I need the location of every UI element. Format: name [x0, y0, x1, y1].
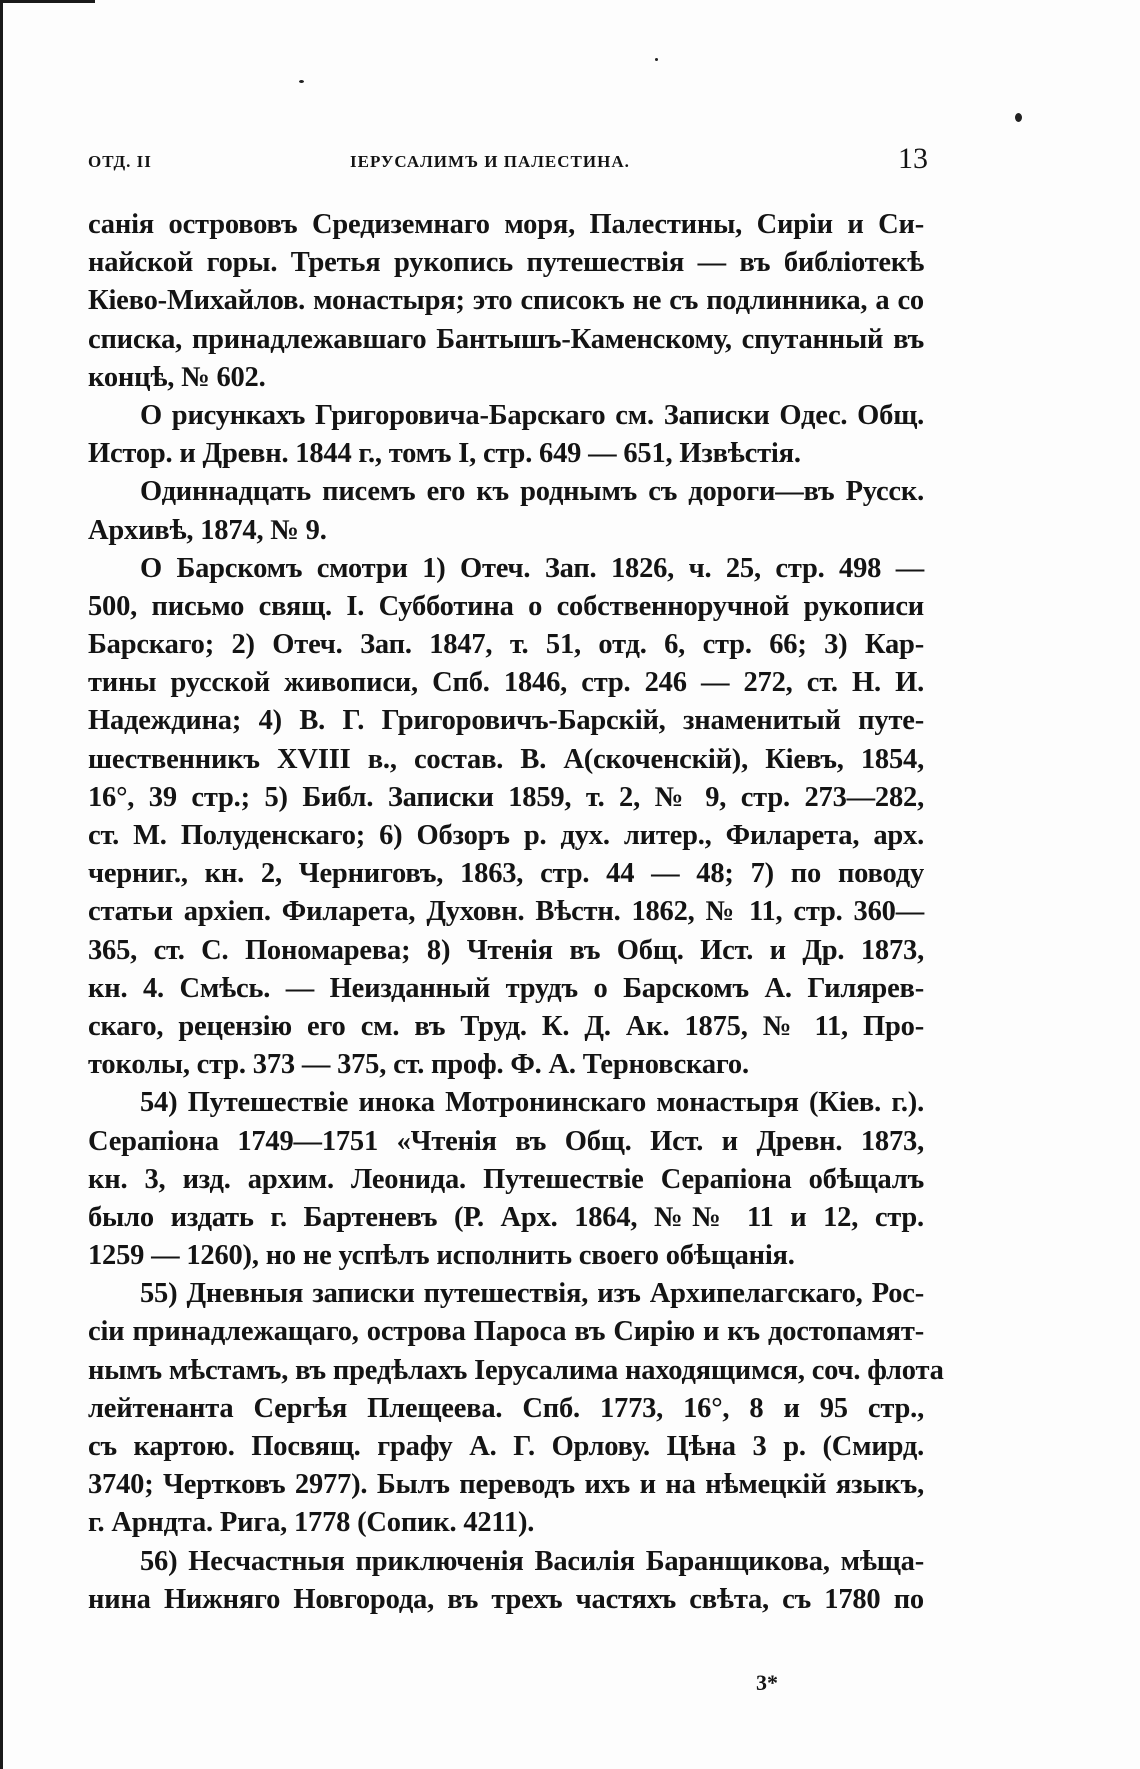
text-line: сіи принадлежащаго, острова Пароса въ Сирію и къ достопамят-	[88, 1316, 924, 1348]
text-line: токолы, стр. 373 — 375, ст. проф. Ф. А. Терновскаго.	[88, 1049, 749, 1081]
text-line: 3740; Чертковъ 2977). Былъ переводъ ихъ и на нѣмецкій языкъ,	[88, 1469, 924, 1501]
text-line: 500, письмо свящ. I. Субботина о собственноручной рукописи	[88, 590, 924, 622]
text-line: санія острововъ Средиземнаго моря, Палестины, Сиріи и Си-	[88, 209, 924, 240]
text-line: 365, ст. С. Пономарева; 8) Чтенія въ Общ. Ист. и Др. 1873,	[88, 934, 924, 966]
scan-edge-left	[0, 0, 3, 1769]
text-line: 56) Несчастныя приключенія Василія Баранщикова, мѣща-	[140, 1545, 924, 1577]
text-line: списка, принадлежавшаго Бантышъ-Каменскому, спутанный въ	[88, 323, 924, 355]
text-line: скаго, рецензію его см. въ Труд. К. Д. Ак. 1875, № 11, Про-	[88, 1010, 924, 1042]
text-line: кн. 4. Смѣсь. — Неизданный трудъ о Барскомъ А. Гилярев-	[88, 972, 924, 1004]
signature-mark: 3*	[756, 1670, 778, 1695]
text-line: кн. 3, изд. архим. Леонида. Путешествіе Серапіона обѣщалъ	[88, 1163, 924, 1195]
page-number: 13	[898, 142, 928, 175]
text-line: Барскаго; 2) Отеч. Зап. 1847, т. 51, отд. 6, стр. 66; 3) Кар-	[88, 629, 924, 661]
text-line: Архивѣ, 1874, № 9.	[88, 514, 327, 546]
text-line: 55) Дневныя записки путешествія, изъ Архипелагскаго, Рос-	[140, 1278, 924, 1310]
text-line: было издать г. Бартеневъ (Р. Арх. 1864, №№ 11 и 12, стр.	[88, 1201, 924, 1233]
text-line: концѣ, № 602.	[88, 361, 266, 393]
text-line: ст. М. Полуденскаго; 6) Обзоръ р. дух. литер., Филарета, арх.	[88, 820, 924, 851]
text-line: О Барскомъ смотри 1) Отеч. Зап. 1826, ч. 25, стр. 498 —	[140, 552, 924, 584]
section-label: ОТД. II	[88, 152, 152, 171]
text-line: Истор. и Древн. 1844 г., томъ I, стр. 649 — 651, Извѣстія.	[88, 438, 801, 470]
text-line: 16°, 39 стр.; 5) Библ. Записки 1859, т. 2, № 9, стр. 273—282,	[88, 781, 924, 813]
text-line: 1259 — 1260), но не успѣлъ исполнить своего обѣщанія.	[88, 1240, 795, 1272]
text-line: Кіево-Михайлов. монастыря; это списокъ не съ подлинника, а со	[88, 285, 924, 317]
text-line: черниг., кн. 2, Черниговъ, 1863, стр. 44 — 48; 7) по поводу	[88, 858, 924, 890]
text-line: О рисункахъ Григоровича-Барскаго см. Записки Одес. Общ.	[140, 399, 924, 431]
chapter-title: IЕРУСАЛИМЪ И ПАЛЕСТИНА.	[350, 152, 630, 171]
running-head	[88, 142, 928, 188]
text-line: лейтенанта Сергѣя Плещеева. Спб. 1773, 16°, 8 и 95 стр.,	[88, 1392, 924, 1424]
scan-edge-top	[0, 0, 95, 3]
text-line: статьи архіеп. Филарета, Духовн. Вѣстн. 1862, № 11, стр. 360—	[88, 896, 924, 928]
text-line: Серапіона 1749—1751 «Чтенія въ Общ. Ист. и Древн. 1873,	[88, 1125, 924, 1157]
text-line: шественникъ XVIII в., состав. В. А(скоченскій), Кіевъ, 1854,	[88, 743, 924, 775]
text-line: 54) Путешествіе инока Мотронинскаго монастыря (Кіев. г.).	[140, 1087, 924, 1119]
body-text	[88, 206, 944, 1619]
text-line: г. Арндта. Рига, 1778 (Сопик. 4211).	[88, 1507, 535, 1539]
text-line: нымъ мѣстамъ, въ предѣлахъ Iерусалима находящимся, соч. флота	[88, 1354, 944, 1386]
scan-speck	[1015, 113, 1022, 122]
text-line: найской горы. Третья рукопись путешествія — въ библіотекѣ	[88, 247, 924, 279]
text-line: Одиннадцать писемъ его къ роднымъ съ дороги—въ Русск.	[140, 476, 924, 508]
scan-speck	[299, 80, 304, 83]
scan-speck	[655, 58, 658, 61]
text-line: съ картою. Посвящ. графу А. Г. Орлову. Цѣна 3 р. (Смирд.	[88, 1431, 924, 1462]
text-line: нина Нижняго Новгорода, въ трехъ частяхъ свѣта, съ 1780 по	[88, 1583, 924, 1615]
text-line: тины русской живописи, Спб. 1846, стр. 246 — 272, ст. Н. И.	[88, 667, 924, 699]
text-line: Надеждина; 4) В. Г. Григоровичъ-Барскій, знаменитый путе-	[88, 705, 924, 737]
